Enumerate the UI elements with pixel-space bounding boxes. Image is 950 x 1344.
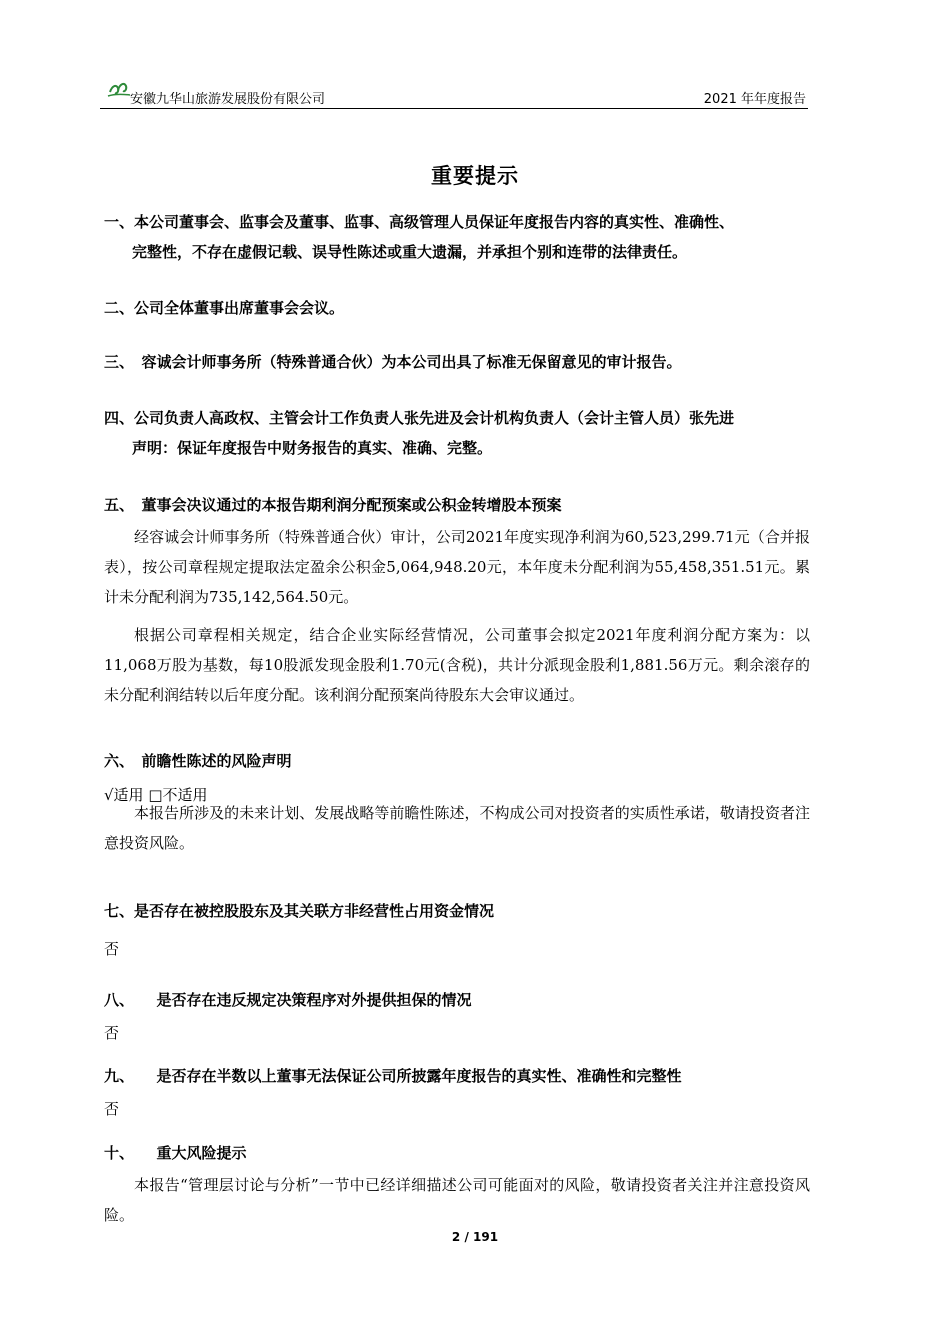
section-10-heading: 十、 重大风险提示: [104, 1144, 247, 1162]
applicability-options: √适用 □不适用: [104, 786, 208, 804]
section-4: [104, 403, 810, 463]
company-name: 安徽九华山旅游发展股份有限公司: [130, 92, 326, 107]
section-1-line2: 完整性，不存在虚假记载、误导性陈述或重大遗漏，并承担个别和连带的法律责任。: [132, 243, 688, 261]
section-10-paragraph: 本报告“管理层讨论与分析”一节中已经详细描述公司可能面对的风险，敬请投资者关注并注意投资风险。: [104, 1176, 810, 1224]
section-5-paragraph-2: 根据公司章程相关规定，结合企业实际经营情况，公司董事会拟定2021年度利润分配方案为：以11,068万股为基数，每10股派发现金股利1.70元(含税)，共计分派现金股利1,881.56万元。剩余滚存的未分配利润结转以后年度分配。该利润分配预案尚待股东大会审议通过。: [104, 626, 810, 704]
section-9-heading: 九、 是否存在半数以上董事无法保证公司所披露年度报告的真实性、准确性和完整性: [104, 1067, 682, 1085]
report-year: 2021 年年度报告: [703, 92, 806, 107]
section-4-line2: 声明：保证年度报告中财务报告的真实、准确、完整。: [132, 439, 493, 457]
page-number: 2 / 191: [451, 1230, 499, 1244]
section-4-line1: 四、公司负责人高政权、主管会计工作负责人张先进及会计机构负责人（会计主管人员）张先进: [104, 409, 735, 427]
section-8-answer: 否: [104, 1024, 120, 1042]
section-9-answer: 否: [104, 1100, 120, 1118]
page-title: 重要提示: [431, 164, 519, 188]
section-5-paragraph-1: 经容诚会计师事务所（特殊普通合伙）审计，公司2021年度实现净利润为60,523,299.71元（合并报表），按公司章程规定提取法定盈余公积金5,064,948.20元，本年度未分配利润为55,458,351.51元。累计未分配利润为735,142,564.50元。: [104, 528, 810, 606]
section-7-answer: 否: [104, 940, 120, 958]
jiuhuashan-logo-icon: [106, 78, 132, 100]
section-6-heading: 六、 前瞻性陈述的风险声明: [104, 752, 292, 770]
page-header: [100, 78, 808, 109]
section-1-line1: 一、本公司董事会、监事会及董事、监事、高级管理人员保证年度报告内容的真实性、准确性、: [104, 213, 735, 231]
section-5-heading: 五、 董事会决议通过的本报告期利润分配预案或公积金转增股本预案: [104, 496, 562, 514]
section-6-paragraph: 本报告所涉及的未来计划、发展战略等前瞻性陈述，不构成公司对投资者的实质性承诺，敬请投资者注意投资风险。: [104, 804, 810, 852]
section-3: 三、 容诚会计师事务所（特殊普通合伙）为本公司出具了标准无保留意见的审计报告。: [104, 353, 682, 371]
section-8-heading: 八、 是否存在违反规定决策程序对外提供担保的情况: [104, 991, 472, 1009]
section-2: 二、公司全体董事出席董事会会议。: [104, 299, 345, 317]
section-1: [104, 207, 810, 267]
section-7-heading: 七、是否存在被控股股东及其关联方非经营性占用资金情况: [104, 902, 495, 920]
